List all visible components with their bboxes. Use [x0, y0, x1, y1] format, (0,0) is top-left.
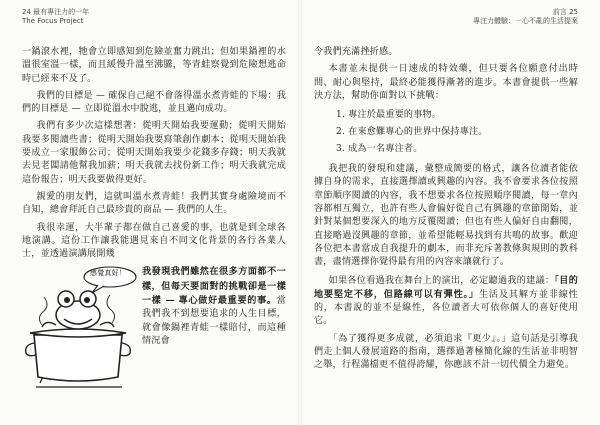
list-item: 1. 專注於最重要的事物。: [336, 110, 442, 121]
right-paragraph: 我把我的發現和建議，彙整成簡要的格式，讓各位讀者能依據自身的需求，直接選擇讀或興趣的內容。我不會要求各位按照章節順序閱讀的內容，我不想要求各位按照順序閱讀，每一章內容都相互獨立，也許有些人會偏好從自己有興趣的章節開始，並針對某個想要深入的地方反覆閱讀；但也有些人偏好自由翻閱，直接略過沒興趣的章節，並希望能輕易找到有共鳴的故事。歡迎各位把本書當成自我提升的劇本，而非充斥著教條與規則的教科書，盡情選擇你覺得最有用的內容來讓就行了。: [314, 164, 578, 268]
right-page-body: [314, 46, 578, 373]
list-item: 3. 成為一名專注者。: [336, 144, 423, 155]
challenge-list: [336, 109, 578, 155]
bold-statement: 我發現我們雖然在很多方面都不一樣，但每天要面對的挑戰卻是一樣一樣 — 專心做好最重要的事。: [142, 266, 286, 307]
side-text-continued: 當我們我不到想要追求的人生目標，就會像鍋裡青蛙一樣賠付，而這種情況會: [142, 296, 286, 346]
left-paragraph: 一鍋滾水裡，牠會立即感知到危險並奮力跳出；但如果鍋裡的水溫很室溫一樣，而且緩慢升溫至沸騰，等青蛙察覺到危險想逃命時已經來不及了。: [22, 47, 286, 84]
frog-illustration-block: [22, 265, 286, 393]
left-running-head: [22, 8, 89, 26]
left-paragraph: 我們的目標是 — 確保自己絕不會落得溫水煮青蛙的下場：我們的目標是 — 立即從溫水中脫逃，並且邁向成功。: [22, 90, 286, 115]
chapter-subtitle: 專注力體驗：一心不亂的生活提案: [473, 17, 578, 25]
highlight-intro: 如果各位看過我在舞台上的演出，必定聽過我的建議：: [328, 275, 555, 286]
left-page-body: [22, 46, 286, 393]
chapter-label: 前言: [552, 8, 567, 16]
right-paragraph-last: 「為了獲得更多成就，必須追求『更少』。」這句話是引導我們走上個人發展道路的指南，選擇過著極簡化線的生活並非明智之舉，行程滿檔更不值得誇耀，你應該不計一切代價全力避免。: [314, 333, 578, 371]
speech-bubble-text: 感覺真好！: [90, 269, 126, 278]
right-paragraph: 令我們充滿挫折感。: [314, 47, 398, 57]
left-paragraph: 親愛的朋友們，這就叫溫水煮青蛙！我們其實身處險境而不自知，總會拜託自己最珍貴的商品 — 我們的人生。: [22, 191, 286, 216]
illustration-side-text: [142, 265, 286, 348]
left-page-number: 24: [22, 8, 31, 16]
left-paragraph: 我很幸運，大半輩子都在做自己喜愛的事，也就是到全球各地演講。這份工作讓我能遇見來自不同文化背景的各行各業人士，並透過演講展開幾: [22, 222, 286, 260]
frog-in-pot-illustration: [22, 265, 140, 393]
book-title: 最有專注力的一年: [33, 8, 90, 16]
highlight-paragraph: [314, 274, 578, 329]
right-page: [300, 0, 600, 425]
frog-pot-icon: [22, 265, 140, 393]
left-paragraph: 我們有多少次這樣想著：從明天開始我要運動；從明天開始我要多閱讀些書；從明天開始我要寫筆創作劇本；從明天開始我要成立一家服飾公司；從明天開始我要少花錢多存錢；明天我就去見老闆請他幫我加薪；明天我就去找份新工作；明天我就完成這份報告；明天我要做得更好。: [22, 121, 286, 185]
right-running-head: [473, 8, 578, 26]
book-title-en: The Focus Project: [22, 17, 84, 25]
highlight-rest: 生活及其解方並非線性的，本書說的並不是線性，各位讀者大可依你個人的喜好使用它。: [314, 289, 578, 327]
highlight-quote: 「目的地要堅定不移，但路線可以有彈性。」: [314, 274, 578, 300]
right-paragraph: 本書並未提供一日速成的特效藥，但只要各位願意付出時間、耐心與堅持，最終必能獲得漸著的進步。本書會提供一些解決方法，幫助你面對以下挑戰：: [314, 64, 578, 101]
list-item: 2. 在來愈難專心的世界中保持專注。: [336, 127, 488, 138]
right-page-number: 25: [569, 8, 578, 16]
